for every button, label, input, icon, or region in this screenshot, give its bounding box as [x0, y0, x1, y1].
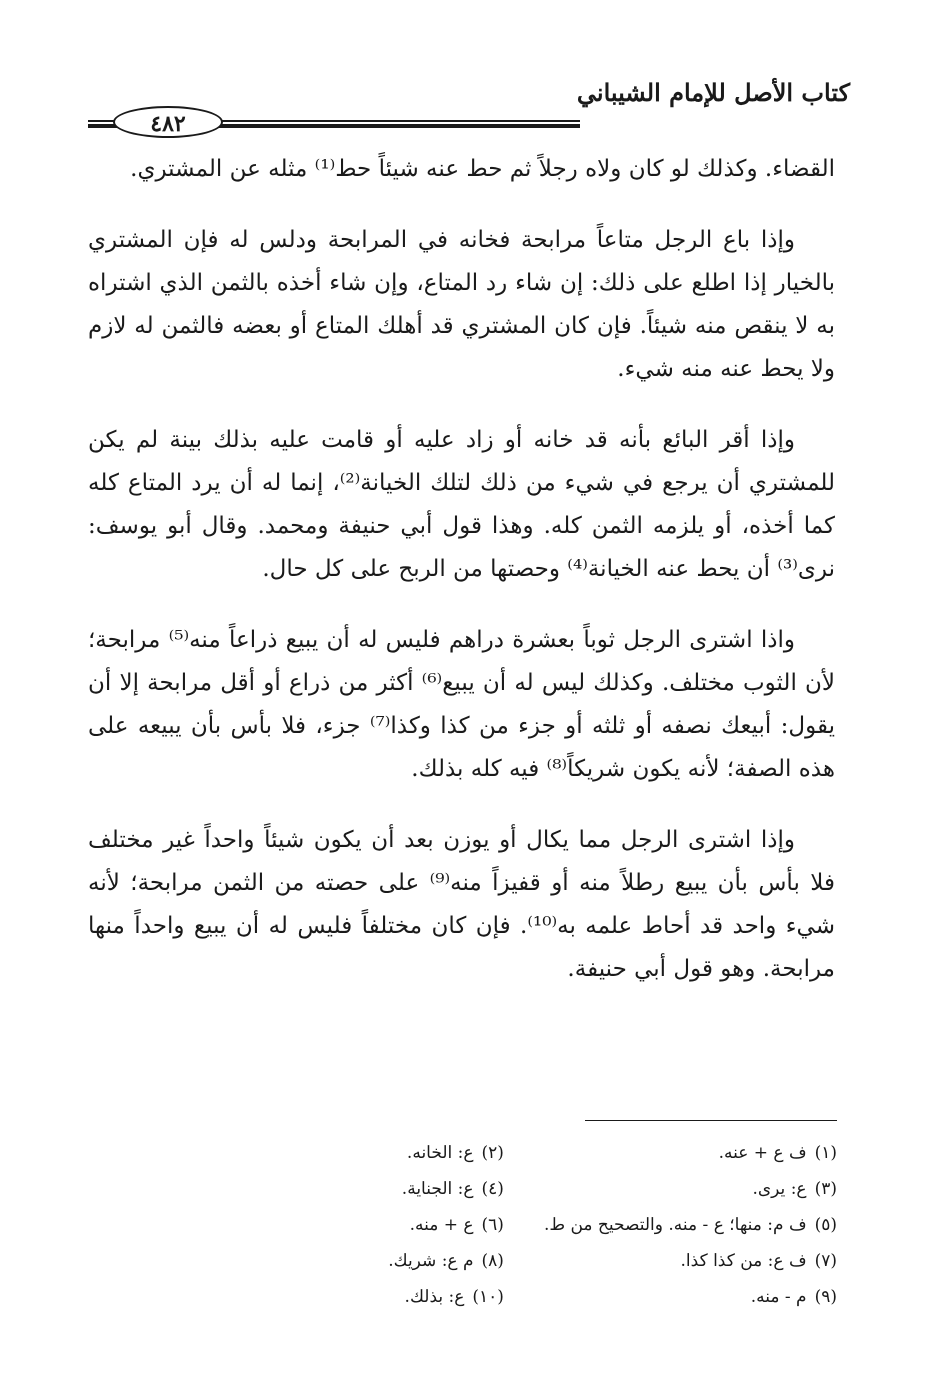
footnote-text: ع: الخانه.	[406, 1143, 474, 1163]
footnote-text: ع: يرى.	[752, 1179, 807, 1199]
footnote	[277, 1243, 504, 1279]
paragraph: وإذا اشترى الرجل مما يكال أو يوزن بعد أن يكون شيئاً واحداً غير مختلف فلا بأس بأن يبيع رطلاً منه أو قفيزاً منه⁽⁹⁾ على حصته من الثمن مرابحة؛ لأنه شيء واحد قد أحاط علمه به⁽¹⁰⁾. فإن كان مختلفاً فليس له أن يبيع واحداً منها مرابحة. وهو قول أبي حنيفة.	[88, 827, 835, 982]
footnote-number: (٢)	[481, 1143, 504, 1163]
footnote-number: (٩)	[814, 1287, 837, 1307]
footnote-text: ع + منه.	[409, 1215, 474, 1235]
footnote-number: (٥)	[814, 1215, 837, 1235]
footnote	[277, 1207, 504, 1243]
footnote-text: م ع: شريك.	[388, 1251, 474, 1271]
footnote-number: (١)	[814, 1143, 837, 1163]
footnote-separator	[585, 1120, 837, 1121]
footnote-number: (٨)	[481, 1251, 504, 1271]
footnote-text: ع: الجناية.	[401, 1179, 474, 1199]
footnote-text: م - منه.	[750, 1287, 807, 1307]
footnote	[544, 1171, 837, 1207]
footnote-number: (١٠)	[472, 1287, 504, 1307]
footnote-text: ع: بذلك.	[404, 1287, 465, 1307]
main-text	[88, 148, 835, 1019]
footnote-text: ف ع: من كذا كذا.	[680, 1251, 807, 1271]
footnote-number: (٤)	[481, 1179, 504, 1199]
paragraph: وإذا أقر البائع بأنه قد خانه أو زاد عليه أو قامت عليه بذلك بينة لم يكن للمشتري أن يرجع في شيء من ذلك لتلك الخيانة⁽²⁾، إنما له أن يرد المتاع كله كما أخذه، أو يلزمه الثمن كله. وهذا قول أبي حنيفة ومحمد. وقال أبو يوسف: نرى⁽³⁾ أن يحط عنه الخيانة⁽⁴⁾ وحصتها من الربح على كل حال.	[88, 427, 836, 582]
book-title: كتاب الأصل للإمام الشيباني	[576, 78, 850, 107]
footnote	[544, 1207, 837, 1243]
footnote	[544, 1279, 837, 1315]
footnote-text: ف م: منها؛ ع - منه. والتصحيح من ط.	[543, 1215, 807, 1235]
footnote	[544, 1243, 837, 1279]
footnotes	[277, 1135, 837, 1315]
footnote	[544, 1135, 837, 1171]
page-number: ٤٨٢	[113, 106, 223, 138]
page-header	[88, 78, 850, 138]
footnote-text: ف ع + عنه.	[718, 1143, 807, 1163]
footnote-number: (٣)	[814, 1179, 837, 1199]
footnote	[277, 1135, 504, 1171]
footnote	[277, 1279, 504, 1315]
paragraph: واذا اشترى الرجل ثوباً بعشرة دراهم فليس له أن يبيع ذراعاً منه⁽⁵⁾ مرابحة؛ لأن الثوب مختلف. وكذلك ليس له أن يبيع⁽⁶⁾ أكثر من ذراع أو أقل مرابحة إلا أن يقول: أبيعك نصفه أو ثلثه أو جزء من كذا وكذا⁽⁷⁾ جزء، فلا بأس بأن يبيعه على هذه الصفة؛ لأنه يكون شريكاً⁽⁸⁾ فيه كله بذلك.	[88, 627, 836, 782]
paragraph: القضاء. وكذلك لو كان ولاه رجلاً ثم حط عنه شيئاً حط⁽¹⁾ مثله عن المشتري.	[130, 156, 835, 182]
footnote	[277, 1171, 504, 1207]
footnote-number: (٧)	[814, 1251, 837, 1271]
footnote-number: (٦)	[481, 1215, 504, 1235]
paragraph: وإذا باع الرجل متاعاً مرابحة فخانه في المرابحة ودلس له فإن المشتري بالخيار إذا اطلع على ذلك: إن شاء رد المتاع، وإن شاء أخذه بالثمن الذي اشتراه به لا ينقص منه شيئاً. فإن كان المشتري قد أهلك المتاع أو بعضه فالثمن له لازم ولا يحط عنه منه شيء.	[88, 227, 835, 382]
